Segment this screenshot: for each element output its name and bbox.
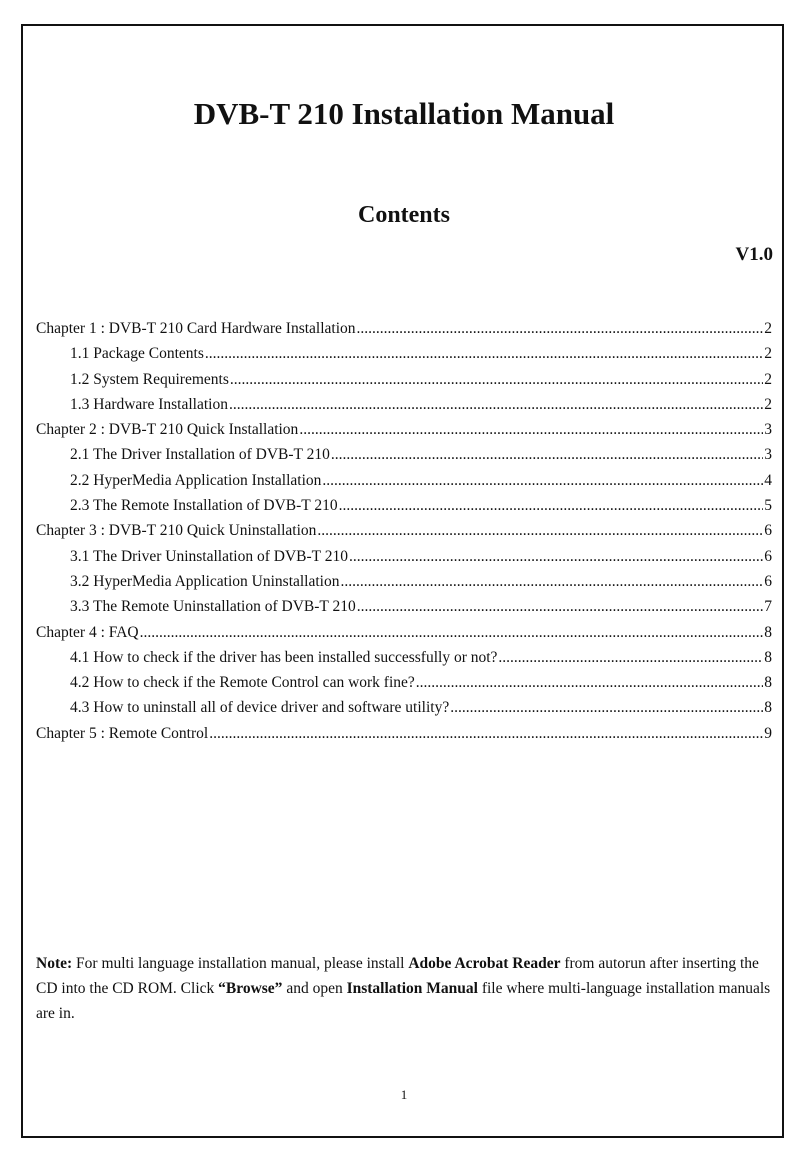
toc-entry-label: 1.2 System Requirements	[70, 370, 229, 388]
toc-dot-leader	[229, 396, 763, 414]
toc-dot-leader	[450, 699, 763, 717]
toc-entry-label: Chapter 2 : DVB-T 210 Quick Installation	[36, 421, 299, 439]
toc-chapter-entry[interactable]	[36, 421, 772, 446]
toc-entry-label: Chapter 3 : DVB-T 210 Quick Uninstallation	[36, 522, 317, 540]
toc-entry-label: 4.2 How to check if the Remote Control can work fine?	[70, 674, 415, 692]
toc-dot-leader	[331, 446, 763, 464]
toc-page-number: 9	[764, 724, 772, 742]
note-bold-acrobat: Adobe Acrobat Reader	[408, 955, 561, 972]
note-label: Note:	[36, 955, 73, 972]
toc-chapter-entry[interactable]	[36, 725, 772, 750]
toc-dot-leader	[357, 320, 764, 338]
toc-entry-label: 1.1 Package Contents	[70, 345, 204, 363]
toc-page-number: 3	[764, 421, 772, 439]
toc-entry-label: 2.3 The Remote Installation of DVB-T 210	[70, 497, 338, 515]
toc-section-entry[interactable]	[36, 674, 772, 699]
toc-entry-label: Chapter 4 : FAQ	[36, 623, 139, 641]
toc-dot-leader	[357, 598, 764, 616]
toc-section-entry[interactable]	[36, 548, 772, 573]
toc-dot-leader	[299, 421, 763, 439]
toc-page-number: 8	[764, 623, 772, 641]
toc-section-entry[interactable]	[36, 573, 772, 598]
toc-dot-leader	[209, 725, 763, 743]
toc-chapter-entry[interactable]	[36, 320, 772, 345]
toc-entry-label: 4.3 How to uninstall all of device driver and software utility?	[70, 699, 450, 717]
toc-entry-label: 2.2 HyperMedia Application Installation	[70, 471, 322, 489]
toc-page-number: 6	[764, 547, 772, 565]
note-text-4: file where multi-language installation manuals are in.	[36, 980, 771, 1022]
toc-entry-label: 3.2 HyperMedia Application Uninstallation	[70, 572, 340, 590]
toc-page-number: 8	[764, 674, 772, 692]
note-bold-browse: “Browse”	[218, 980, 283, 997]
toc-section-entry[interactable]	[36, 371, 772, 396]
toc-page-number: 7	[764, 598, 772, 616]
toc-page-number: 2	[764, 320, 772, 337]
toc-page-number: 8	[764, 699, 772, 717]
note-text-2: from autorun after inserting the CD into the CD ROM. Click	[36, 955, 759, 997]
toc-chapter-entry[interactable]	[36, 522, 772, 547]
toc-page-number: 8	[764, 648, 772, 666]
toc-dot-leader	[339, 497, 764, 515]
toc-dot-leader	[340, 573, 763, 591]
toc-page-number: 2	[764, 345, 772, 363]
note-bold-manual: Installation Manual	[346, 980, 478, 997]
toc-section-entry[interactable]	[36, 649, 772, 674]
toc-dot-leader	[498, 649, 763, 667]
toc-entry-label: 1.3 Hardware Installation	[70, 395, 228, 413]
toc-section-entry[interactable]	[36, 598, 772, 623]
toc-section-entry[interactable]	[36, 345, 772, 370]
toc-section-entry[interactable]	[36, 446, 772, 471]
toc-page-number: 5	[764, 497, 772, 515]
toc-section-entry[interactable]	[36, 699, 772, 724]
toc-dot-leader	[416, 674, 763, 692]
toc-page-number: 6	[764, 572, 772, 590]
document-title: DVB-T 210 Installation Manual	[193, 96, 615, 131]
note-paragraph	[36, 951, 771, 1026]
toc-entry-label: 3.1 The Driver Uninstallation of DVB-T 210	[70, 547, 348, 565]
toc-section-entry[interactable]	[36, 472, 772, 497]
toc-page-number: 4	[764, 471, 772, 489]
toc-dot-leader	[230, 371, 763, 389]
toc-chapter-entry[interactable]	[36, 624, 772, 649]
contents-heading: Contents	[357, 202, 450, 228]
toc-dot-leader	[322, 472, 763, 490]
toc-dot-leader	[205, 345, 763, 363]
toc-page-number: 6	[764, 522, 772, 540]
toc-page-number: 2	[764, 370, 772, 388]
toc-dot-leader	[317, 522, 763, 540]
toc-section-entry[interactable]	[36, 497, 772, 522]
note-text-3: and open	[282, 980, 347, 997]
note-text-1: For multi language installation manual, please install	[72, 955, 409, 972]
toc-section-entry[interactable]	[36, 396, 772, 421]
table-of-contents	[36, 320, 772, 750]
toc-page-number: 2	[764, 395, 772, 413]
toc-entry-label: 3.3 The Remote Uninstallation of DVB-T 210	[70, 598, 356, 616]
version-label: V1.0	[735, 244, 773, 265]
toc-page-number: 3	[764, 446, 772, 464]
toc-entry-label: Chapter 1 : DVB-T 210 Card Hardware Installation	[36, 320, 356, 337]
toc-dot-leader	[349, 548, 763, 566]
toc-entry-label: Chapter 5 : Remote Control	[36, 724, 209, 742]
toc-dot-leader	[140, 624, 764, 642]
toc-entry-label: 2.1 The Driver Installation of DVB-T 210	[70, 446, 330, 464]
toc-entry-label: 4.1 How to check if the driver has been installed successfully or not?	[70, 648, 498, 666]
page-number: 1	[400, 1087, 408, 1102]
